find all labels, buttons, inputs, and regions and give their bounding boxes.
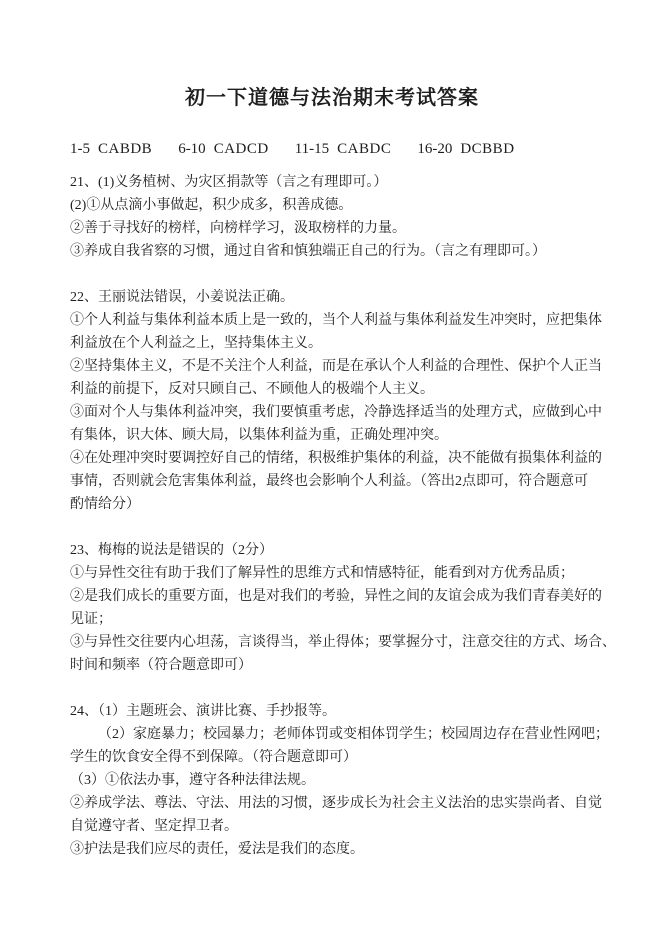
page-title: 初一下道德与法治期末考试答案 (185, 87, 479, 109)
answer-letters: CADCD (213, 141, 269, 157)
text-line: 事情，否则就会危害集体利益，最终也会影响个人利益。（答出2点即可，符合题意可 (70, 474, 588, 489)
text-line: （2）家庭暴力；校园暴力；老师体罚或变相体罚学生；校园周边存在营业性网吧； (98, 727, 609, 742)
answer-section-q21 (70, 171, 594, 263)
text-line: ①个人利益与集体利益本质上是一致的，当个人利益与集体利益发生冲突时，应把集体 (70, 313, 602, 328)
text-line: ③面对个人与集体利益冲突，我们要慎重考虑，冷静选择适当的处理方式，应做到心中 (70, 405, 602, 420)
answer-section-q24 (70, 700, 609, 861)
text-line: 酌情给分） (70, 497, 140, 512)
text-line: 23、梅梅的说法是错误的（2分） (70, 543, 273, 558)
text-line: ①与异性交往有助于我们了解异性的思维方式和情感特征，能看到对方优秀品质； (70, 566, 574, 581)
answer-group (417, 138, 514, 161)
choice-answers-row (70, 138, 594, 161)
text-line: 时间和频率（符合题意即可） (70, 658, 252, 673)
answer-letters: DCBBD (460, 141, 515, 157)
text-line: ③与异性交往要内心坦荡，言谈得当，举止得体；要掌握分寸，注意交往的方式、场合、 (70, 635, 616, 650)
text-line: ②坚持集体主义，不是不关注个人利益，而是在承认个人利益的合理性、保护个人正当 (70, 359, 602, 374)
answer-sections (70, 171, 616, 861)
text-line: 有集体，识大体、顾大局，以集体利益为重，正确处理冲突。 (70, 428, 448, 443)
answer-range: 6-10 (178, 141, 206, 157)
text-line: ③护法是我们应尽的责任，爱法是我们的态度。 (70, 842, 364, 857)
answer-range: 1-5 (70, 141, 90, 157)
text-line: 21、(1)义务植树、为灾区捐款等（言之有理即可。） (70, 175, 388, 190)
text-line: 22、王丽说法错误，小姜说法正确。 (70, 290, 294, 305)
text-line: 利益的前提下，反对只顾自己、不顾他人的极端个人主义。 (70, 382, 434, 397)
text-line: 利益放在个人利益之上，坚持集体主义。 (70, 336, 322, 351)
text-line: 学生的饮食安全得不到保障。（符合题意即可） (70, 750, 357, 765)
text-line: 24、（1）主题班会、演讲比赛、手抄报等。 (70, 704, 336, 719)
text-line: ②养成学法、尊法、守法、用法的习惯，逐步成长为社会主义法治的忠实崇尚者、自觉 (70, 796, 602, 811)
answer-range: 16-20 (417, 141, 453, 157)
answer-group (295, 138, 392, 161)
text-line: 自觉遵守者、坚定捍卫者。 (70, 819, 238, 834)
text-line: ②善于寻找好的榜样，向榜样学习，汲取榜样的力量。 (70, 221, 406, 236)
answer-group (70, 138, 152, 161)
answer-letters: CABDB (98, 141, 153, 157)
text-line: ③养成自我省察的习惯，通过自省和慎独端正自己的行为。（言之有理即可。） (70, 244, 546, 259)
answer-group (178, 138, 269, 161)
answer-range: 11-15 (294, 141, 330, 157)
answer-section-q23 (70, 539, 616, 677)
text-line: (2)①从点滴小事做起，积少成多，积善成德。 (70, 198, 353, 213)
text-line: （3）①依法办事，遵守各种法律法规。 (70, 773, 315, 788)
text-line: 见证； (70, 612, 112, 627)
answer-section-q22 (70, 286, 602, 516)
text-line: ④在处理冲突时要调控好自己的情绪，积极维护集体的利益，决不能做有损集体利益的 (70, 451, 602, 466)
answer-letters: CABDC (337, 141, 392, 157)
text-line: ②是我们成长的重要方面，也是对我们的考验，异性之间的友谊会成为我们青春美好的 (70, 589, 602, 604)
